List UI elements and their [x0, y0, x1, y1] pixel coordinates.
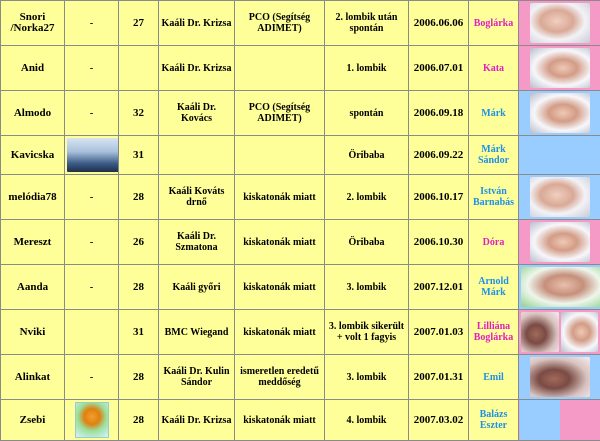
nickname-cell: melódia78 [1, 175, 65, 220]
photo-cell [519, 265, 600, 310]
clinic-cell: Kaáli Dr. Szmatona [159, 220, 235, 265]
attempt-cell: 2. lombik [325, 175, 409, 220]
table-row [1, 136, 600, 175]
photo-cell [519, 136, 600, 175]
table-row [1, 1, 600, 46]
clinic-cell: Kaáli Dr. Krizsa [159, 400, 235, 441]
baby-photo [530, 222, 590, 262]
baby-photo [521, 267, 600, 307]
dash-cell: - [65, 46, 119, 91]
table-row [1, 46, 600, 91]
nickname-cell: Kavicska [1, 136, 65, 175]
date-cell: 2006.10.17 [409, 175, 469, 220]
attempt-cell: Öribaba [325, 136, 409, 175]
table-row [1, 91, 600, 136]
reason-cell [235, 46, 325, 91]
photo-cell [519, 220, 600, 265]
date-cell: 2007.01.03 [409, 310, 469, 355]
attempt-cell: 1. lombik [325, 46, 409, 91]
reason-cell: kiskatonák miatt [235, 175, 325, 220]
couple-photo [67, 138, 119, 172]
dash-cell [65, 136, 119, 175]
dash-cell: - [65, 1, 119, 46]
baby-name-cell: Balázs Eszter [469, 400, 519, 441]
baby-name-cell: Boglárka [469, 1, 519, 46]
dash-cell: - [65, 265, 119, 310]
baby-name-cell: Márk [469, 91, 519, 136]
baby-name-cell: Dóra [469, 220, 519, 265]
photo-cell [519, 400, 600, 441]
age-cell: 31 [119, 136, 159, 175]
photo-cell [519, 175, 600, 220]
clinic-cell: Kaáli győri [159, 265, 235, 310]
baby-photo [530, 93, 590, 133]
dash-cell: - [65, 91, 119, 136]
attempt-cell: Öribaba [325, 220, 409, 265]
dash-cell [65, 400, 119, 441]
date-cell: 2007.12.01 [409, 265, 469, 310]
baby-photo [521, 312, 559, 352]
age-cell: 28 [119, 400, 159, 441]
baby-name-cell: Arnold Márk [469, 265, 519, 310]
age-cell: 31 [119, 310, 159, 355]
photo-cell [519, 91, 600, 136]
nickname-cell: Nviki [1, 310, 65, 355]
attempt-cell: 3. lombik [325, 355, 409, 400]
age-cell: 32 [119, 91, 159, 136]
clinic-cell: Kaáli Kováts drnő [159, 175, 235, 220]
age-cell: 28 [119, 355, 159, 400]
nickname-cell: Mereszt [1, 220, 65, 265]
reason-cell: ismeretlen eredetű meddőség [235, 355, 325, 400]
attempt-cell: spontán [325, 91, 409, 136]
age-cell [119, 46, 159, 91]
age-cell: 28 [119, 175, 159, 220]
nickname-cell: Almodo [1, 91, 65, 136]
date-cell: 2006.09.18 [409, 91, 469, 136]
table-row [1, 175, 600, 220]
date-cell: 2006.10.30 [409, 220, 469, 265]
date-cell: 2006.06.06 [409, 1, 469, 46]
clinic-cell: BMC Wiegand [159, 310, 235, 355]
reason-cell: kiskatonák miatt [235, 400, 325, 441]
baby-name-cell: István Barnabás [469, 175, 519, 220]
baby-photo [530, 48, 590, 88]
date-cell: 2006.07.01 [409, 46, 469, 91]
photo-cell [519, 46, 600, 91]
clinic-cell [159, 136, 235, 175]
winnie-the-pooh-icon [75, 402, 109, 438]
reason-cell: PCO (Segítség ADIMET) [235, 1, 325, 46]
table-row [1, 400, 600, 441]
nickname-cell: Snori /Norka27 [1, 1, 65, 46]
baby-photo [561, 312, 599, 352]
reason-cell: PCO (Segítség ADIMET) [235, 91, 325, 136]
table-row [1, 265, 600, 310]
nickname-cell: Alinkat [1, 355, 65, 400]
clinic-cell: Kaáli Dr. Krizsa [159, 46, 235, 91]
baby-name-cell: Márk Sándor [469, 136, 519, 175]
baby-name-cell: Lilliána Boglárka [469, 310, 519, 355]
baby-name-cell: Kata [469, 46, 519, 91]
date-cell: 2007.03.02 [409, 400, 469, 441]
date-cell: 2007.01.31 [409, 355, 469, 400]
clinic-cell: Kaáli Dr. Kovács [159, 91, 235, 136]
nickname-cell: Zsebi [1, 400, 65, 441]
age-cell: 27 [119, 1, 159, 46]
dash-cell: - [65, 355, 119, 400]
baby-name-cell: Emil [469, 355, 519, 400]
table-row [1, 355, 600, 400]
reason-cell [235, 136, 325, 175]
age-cell: 26 [119, 220, 159, 265]
clinic-cell: Kaáli Dr. Krizsa [159, 1, 235, 46]
nickname-cell: Anid [1, 46, 65, 91]
photo-cell [519, 355, 600, 400]
attempt-cell: 3. lombik sikerült + volt 1 fagyis [325, 310, 409, 355]
reason-cell: kiskatonák miatt [235, 220, 325, 265]
table-row [1, 310, 600, 355]
baby-photo [530, 3, 590, 43]
date-cell: 2006.09.22 [409, 136, 469, 175]
photo-cell [519, 310, 600, 355]
dash-cell [65, 310, 119, 355]
table-row [1, 220, 600, 265]
reason-cell: kiskatonák miatt [235, 310, 325, 355]
attempt-cell: 3. lombik [325, 265, 409, 310]
nickname-cell: Aanda [1, 265, 65, 310]
reason-cell: kiskatonák miatt [235, 265, 325, 310]
clinic-cell: Kaáli Dr. Kulin Sándor [159, 355, 235, 400]
age-cell: 28 [119, 265, 159, 310]
baby-photo [530, 177, 590, 217]
attempt-cell: 2. lombik után spontán [325, 1, 409, 46]
dash-cell: - [65, 175, 119, 220]
attempt-cell: 4. lombik [325, 400, 409, 441]
dash-cell: - [65, 220, 119, 265]
photo-cell [519, 1, 600, 46]
baby-photo [530, 357, 590, 397]
